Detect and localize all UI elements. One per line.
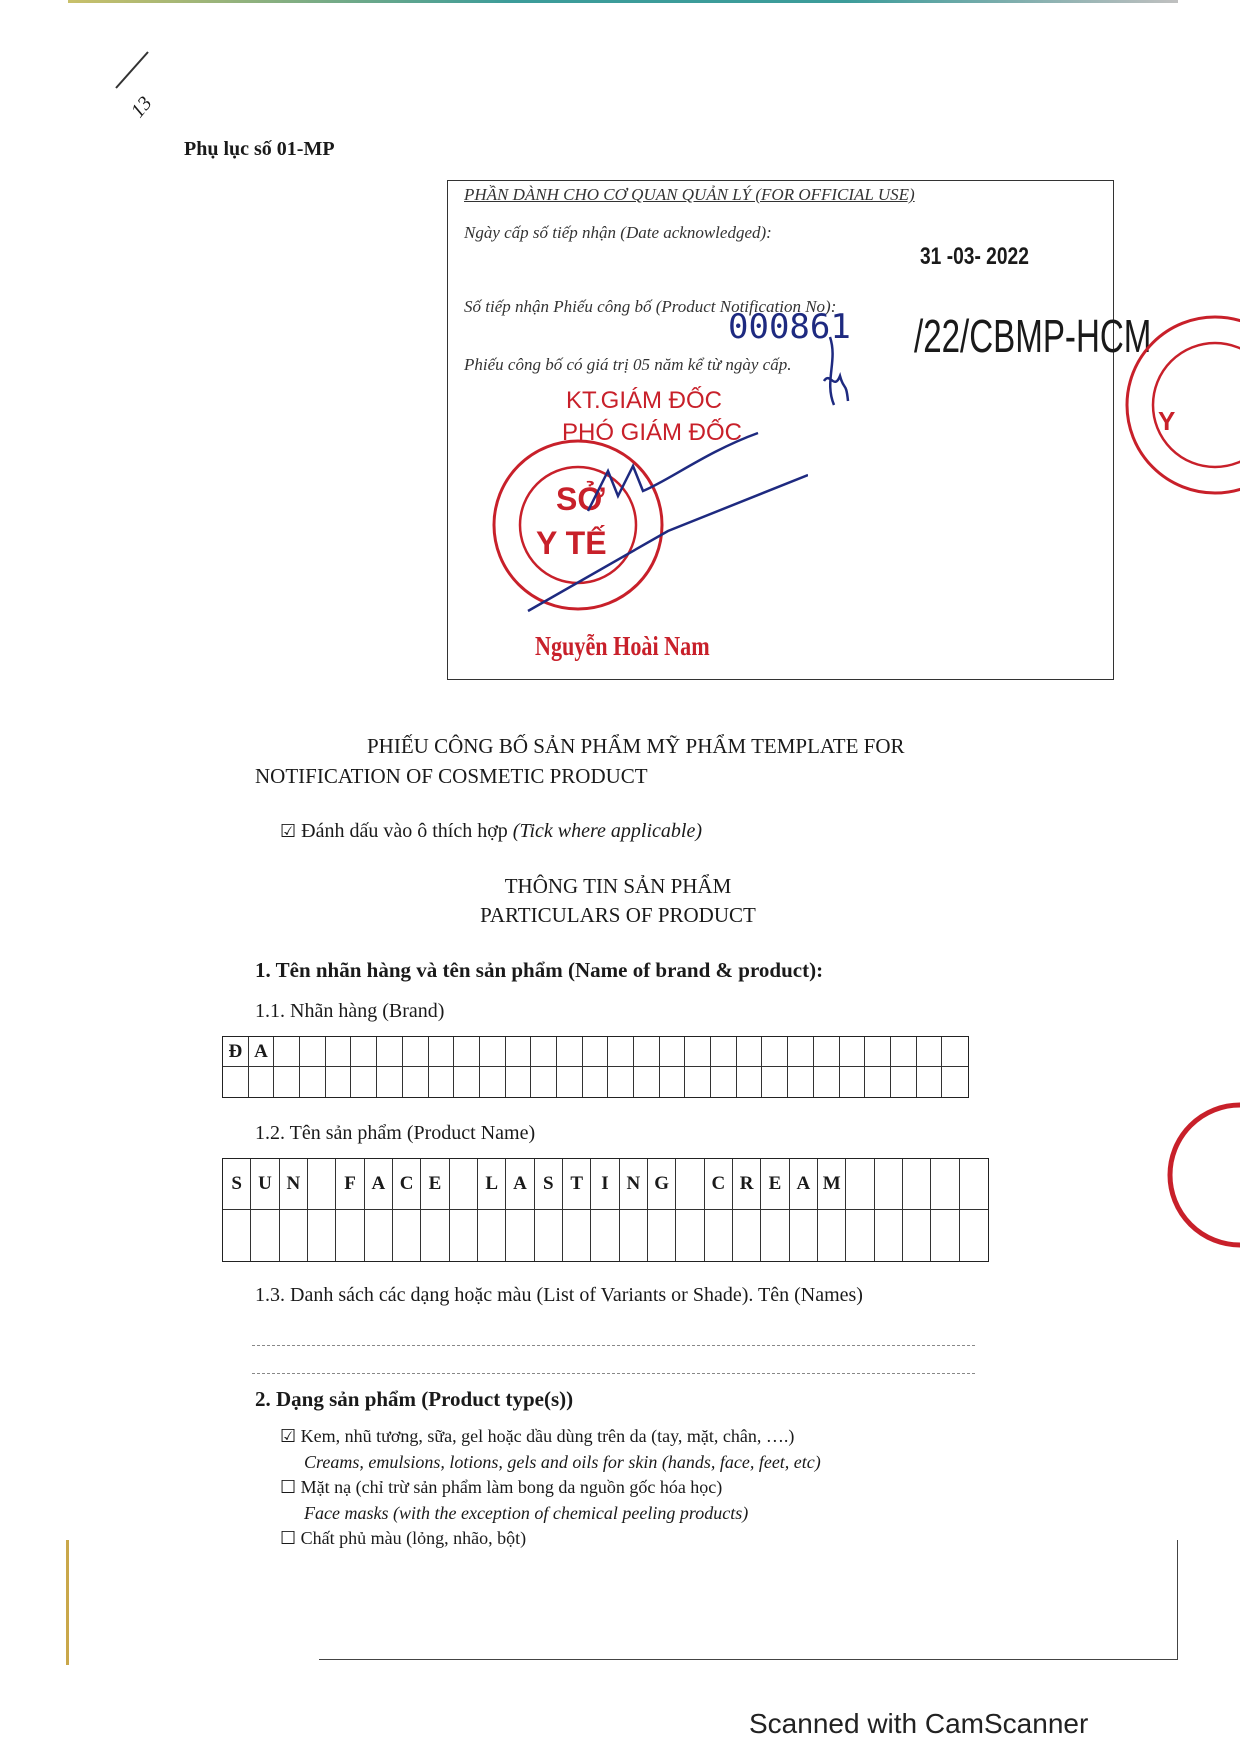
tick-note-english: (Tick where applicable) [512,820,702,842]
grid-cell-blank[interactable] [737,1067,763,1097]
grid-cell[interactable] [506,1037,532,1067]
grid-cell[interactable]: N [620,1159,648,1210]
grid-cell[interactable] [903,1159,931,1210]
grid-cell[interactable] [942,1037,968,1067]
grid-cell-blank[interactable] [648,1210,676,1261]
grid-cell-blank[interactable] [583,1067,609,1097]
grid-cell[interactable] [788,1037,814,1067]
grid-cell[interactable]: R [733,1159,761,1210]
page-bottom-rule [319,1659,1178,1660]
grid-cell-blank[interactable] [818,1210,846,1261]
grid-cell[interactable] [685,1037,711,1067]
camscanner-watermark: Scanned with CamScanner [749,1708,1089,1739]
seal-text-so: SỞ [556,481,605,517]
grid-cell-blank[interactable] [429,1067,455,1097]
grid-cell-blank[interactable] [676,1210,704,1261]
grid-cell-blank[interactable] [917,1067,943,1097]
product-type-options [280,1424,821,1552]
grid-cell[interactable] [608,1037,634,1067]
grid-cell[interactable] [403,1037,429,1067]
grid-cell[interactable]: A [249,1037,275,1067]
brand-label: 1.1. Nhãn hàng (Brand) [255,1000,445,1022]
annex-label: Phụ lục số 01-MP [184,138,335,160]
product-type-option-face-masks[interactable] [280,1475,821,1501]
page-right-rule [1177,1540,1178,1660]
section-1-heading: 1. Tên nhãn hàng và tên sản phẩm (Name of brand & product): [255,958,824,982]
grid-cell[interactable]: E [761,1159,789,1210]
grid-cell[interactable] [917,1037,943,1067]
option-en: Creams, emulsions, lotions, gels and oils for skin (hands, face, feet, etc) [304,1451,821,1472]
grid-cell-blank[interactable] [274,1067,300,1097]
partial-seal-icon [1110,310,1240,500]
section-title-en: PARTICULARS OF PRODUCT [480,903,756,927]
checked-box-icon: ☑ [280,821,297,842]
partial-stamp-icon [1140,1100,1240,1250]
product-type-option-colour-coverage[interactable] [280,1526,821,1552]
form-title-line-1: PHIẾU CÔNG BỐ SẢN PHẨM MỸ PHẨM TEMPLATE FOR [367,734,905,758]
grid-cell[interactable]: I [591,1159,619,1210]
grid-cell[interactable] [300,1037,326,1067]
grid-cell-blank[interactable] [705,1210,733,1261]
svg-text:Y: Y [1158,406,1176,436]
product-name-character-grid[interactable] [222,1158,989,1262]
grid-cell-blank[interactable] [480,1067,506,1097]
grid-cell[interactable] [274,1037,300,1067]
grid-cell-blank[interactable] [814,1067,840,1097]
grid-cell-blank[interactable] [280,1210,308,1261]
grid-cell[interactable]: G [648,1159,676,1210]
grid-cell-blank[interactable] [377,1067,403,1097]
grid-cell-blank[interactable] [875,1210,903,1261]
grid-cell-blank[interactable] [790,1210,818,1261]
grid-cell-blank[interactable] [891,1067,917,1097]
grid-cell[interactable] [531,1037,557,1067]
date-label: Ngày cấp số tiếp nhận (Date acknowledged): [464,223,772,242]
grid-cell[interactable] [454,1037,480,1067]
grid-cell[interactable] [676,1159,704,1210]
grid-cell[interactable] [326,1037,352,1067]
grid-cell[interactable] [891,1037,917,1067]
grid-cell-blank[interactable] [960,1210,988,1261]
notification-number-label: Số tiếp nhận Phiếu công bố (Product Notification No): [464,297,837,316]
grid-cell-blank[interactable] [931,1210,959,1261]
initials-icon [818,331,858,411]
grid-cell-blank[interactable] [840,1067,866,1097]
grid-cell[interactable] [931,1159,959,1210]
grid-cell-blank[interactable] [903,1210,931,1261]
checked-box-icon[interactable]: ☑ [280,1426,297,1447]
grid-cell-blank[interactable] [506,1067,532,1097]
grid-cell-blank[interactable] [365,1210,393,1261]
grid-cell[interactable]: U [251,1159,279,1210]
scan-edge-top [68,0,1178,3]
scan-edge-left [66,1540,69,1665]
grid-cell-blank[interactable] [421,1210,449,1261]
notification-number: 000861 [728,307,851,347]
grid-cell[interactable] [583,1037,609,1067]
grid-cell-blank[interactable] [249,1067,275,1097]
grid-cell-blank[interactable] [450,1210,478,1261]
grid-cell-blank[interactable] [535,1210,563,1261]
grid-cell-blank[interactable] [308,1210,336,1261]
variants-label: 1.3. Danh sách các dạng hoặc màu (List of Variants or Shade). Tên (Names) [255,1284,863,1306]
grid-cell[interactable]: E [421,1159,449,1210]
grid-cell[interactable] [480,1037,506,1067]
tick-note-text: Đánh dấu vào ô thích hợp [301,820,513,842]
grid-cell[interactable] [429,1037,455,1067]
grid-cell[interactable]: S [535,1159,563,1210]
grid-cell-blank[interactable] [336,1210,364,1261]
grid-cell[interactable]: L [478,1159,506,1210]
notification-number-suffix: /22/CBMP-HCM [914,310,1152,362]
grid-cell[interactable]: T [563,1159,591,1210]
grid-cell[interactable] [846,1159,874,1210]
grid-cell[interactable]: S [223,1159,251,1210]
variants-line-2[interactable] [252,1373,975,1374]
grid-cell[interactable] [308,1159,336,1210]
grid-cell[interactable] [450,1159,478,1210]
grid-cell[interactable]: C [705,1159,733,1210]
grid-cell[interactable]: A [365,1159,393,1210]
grid-cell[interactable]: N [280,1159,308,1210]
grid-cell[interactable] [660,1037,686,1067]
grid-cell[interactable] [840,1037,866,1067]
grid-cell-blank[interactable] [300,1067,326,1097]
signature-icon [508,401,808,641]
grid-cell-blank[interactable] [223,1210,251,1261]
grid-cell-blank[interactable] [685,1067,711,1097]
seal-text-yte: Y TẾ [536,525,607,561]
grid-cell[interactable]: A [790,1159,818,1210]
grid-cell[interactable]: Đ [223,1037,249,1067]
tick-note [280,820,702,843]
signer-title-2: PHÓ GIÁM ĐỐC [562,419,743,446]
grid-cell[interactable] [351,1037,377,1067]
grid-cell-blank[interactable] [761,1210,789,1261]
grid-cell-blank[interactable] [762,1067,788,1097]
signer-title-1: KT.GIÁM ĐỐC [566,387,723,414]
grid-cell-blank[interactable] [557,1067,583,1097]
grid-cell-blank[interactable] [531,1067,557,1097]
option-en: Face masks (with the exception of chemical peeling products) [304,1502,749,1523]
grid-cell-blank[interactable] [478,1210,506,1261]
grid-cell[interactable] [557,1037,583,1067]
option-vi: Chất phủ màu (lỏng, nhão, bột) [300,1528,527,1548]
grid-cell[interactable]: A [506,1159,534,1210]
grid-cell-blank[interactable] [563,1210,591,1261]
section-title-vi: THÔNG TIN SẢN PHẨM [504,874,732,898]
handwritten-page-number: 13 [126,92,157,122]
brand-character-grid[interactable] [222,1036,969,1098]
grid-cell-blank[interactable] [788,1067,814,1097]
grid-cell-blank[interactable] [591,1210,619,1261]
official-header: PHẦN DÀNH CHO CƠ QUAN QUẢN LÝ (FOR OFFICIAL USE) [464,185,915,204]
grid-cell-blank[interactable] [846,1210,874,1261]
variants-line-1[interactable] [252,1345,975,1346]
grid-cell[interactable]: C [393,1159,421,1210]
official-use-box [447,180,1152,680]
grid-cell-blank[interactable] [506,1210,534,1261]
grid-cell[interactable] [762,1037,788,1067]
option-vi: Kem, nhũ tương, sữa, gel hoặc dầu dùng trên da (tay, mặt, chân, ….) [300,1426,795,1446]
grid-cell-blank[interactable] [393,1210,421,1261]
grid-cell[interactable] [875,1159,903,1210]
unchecked-box-icon[interactable]: ☐ [280,1477,297,1498]
grid-cell-blank[interactable] [733,1210,761,1261]
section-2-heading: 2. Dạng sản phẩm (Product type(s)) [255,1387,574,1411]
grid-cell-blank[interactable] [608,1067,634,1097]
grid-cell-blank[interactable] [865,1067,891,1097]
date-value: 31 -03- 2022 [920,243,1029,270]
grid-cell[interactable] [634,1037,660,1067]
grid-cell[interactable] [865,1037,891,1067]
grid-cell[interactable] [711,1037,737,1067]
grid-cell[interactable]: M [818,1159,846,1210]
grid-cell-blank[interactable] [634,1067,660,1097]
grid-cell-blank[interactable] [660,1067,686,1097]
grid-cell[interactable] [960,1159,988,1210]
grid-cell-blank[interactable] [620,1210,648,1261]
form-title-line-2: NOTIFICATION OF COSMETIC PRODUCT [255,764,648,788]
grid-cell-blank[interactable] [223,1067,249,1097]
grid-cell-blank[interactable] [251,1210,279,1261]
grid-cell-blank[interactable] [942,1067,968,1097]
grid-cell[interactable]: F [336,1159,364,1210]
grid-cell-blank[interactable] [351,1067,377,1097]
unchecked-box-icon[interactable]: ☐ [280,1528,297,1549]
grid-cell[interactable] [737,1037,763,1067]
grid-cell[interactable] [814,1037,840,1067]
grid-cell-blank[interactable] [454,1067,480,1097]
product-type-option-creams[interactable] [280,1424,821,1450]
option-vi: Mặt nạ (chỉ trừ sản phẩm làm bong da nguồn gốc hóa học) [300,1477,723,1497]
product-name-label: 1.2. Tên sản phẩm (Product Name) [255,1122,536,1144]
grid-cell-blank[interactable] [326,1067,352,1097]
grid-cell-blank[interactable] [403,1067,429,1097]
grid-cell[interactable] [377,1037,403,1067]
grid-cell-blank[interactable] [711,1067,737,1097]
validity-note: Phiếu công bố có giá trị 05 năm kể từ ngày cấp. [464,355,792,374]
signer-name: Nguyễn Hoài Nam [535,631,710,661]
